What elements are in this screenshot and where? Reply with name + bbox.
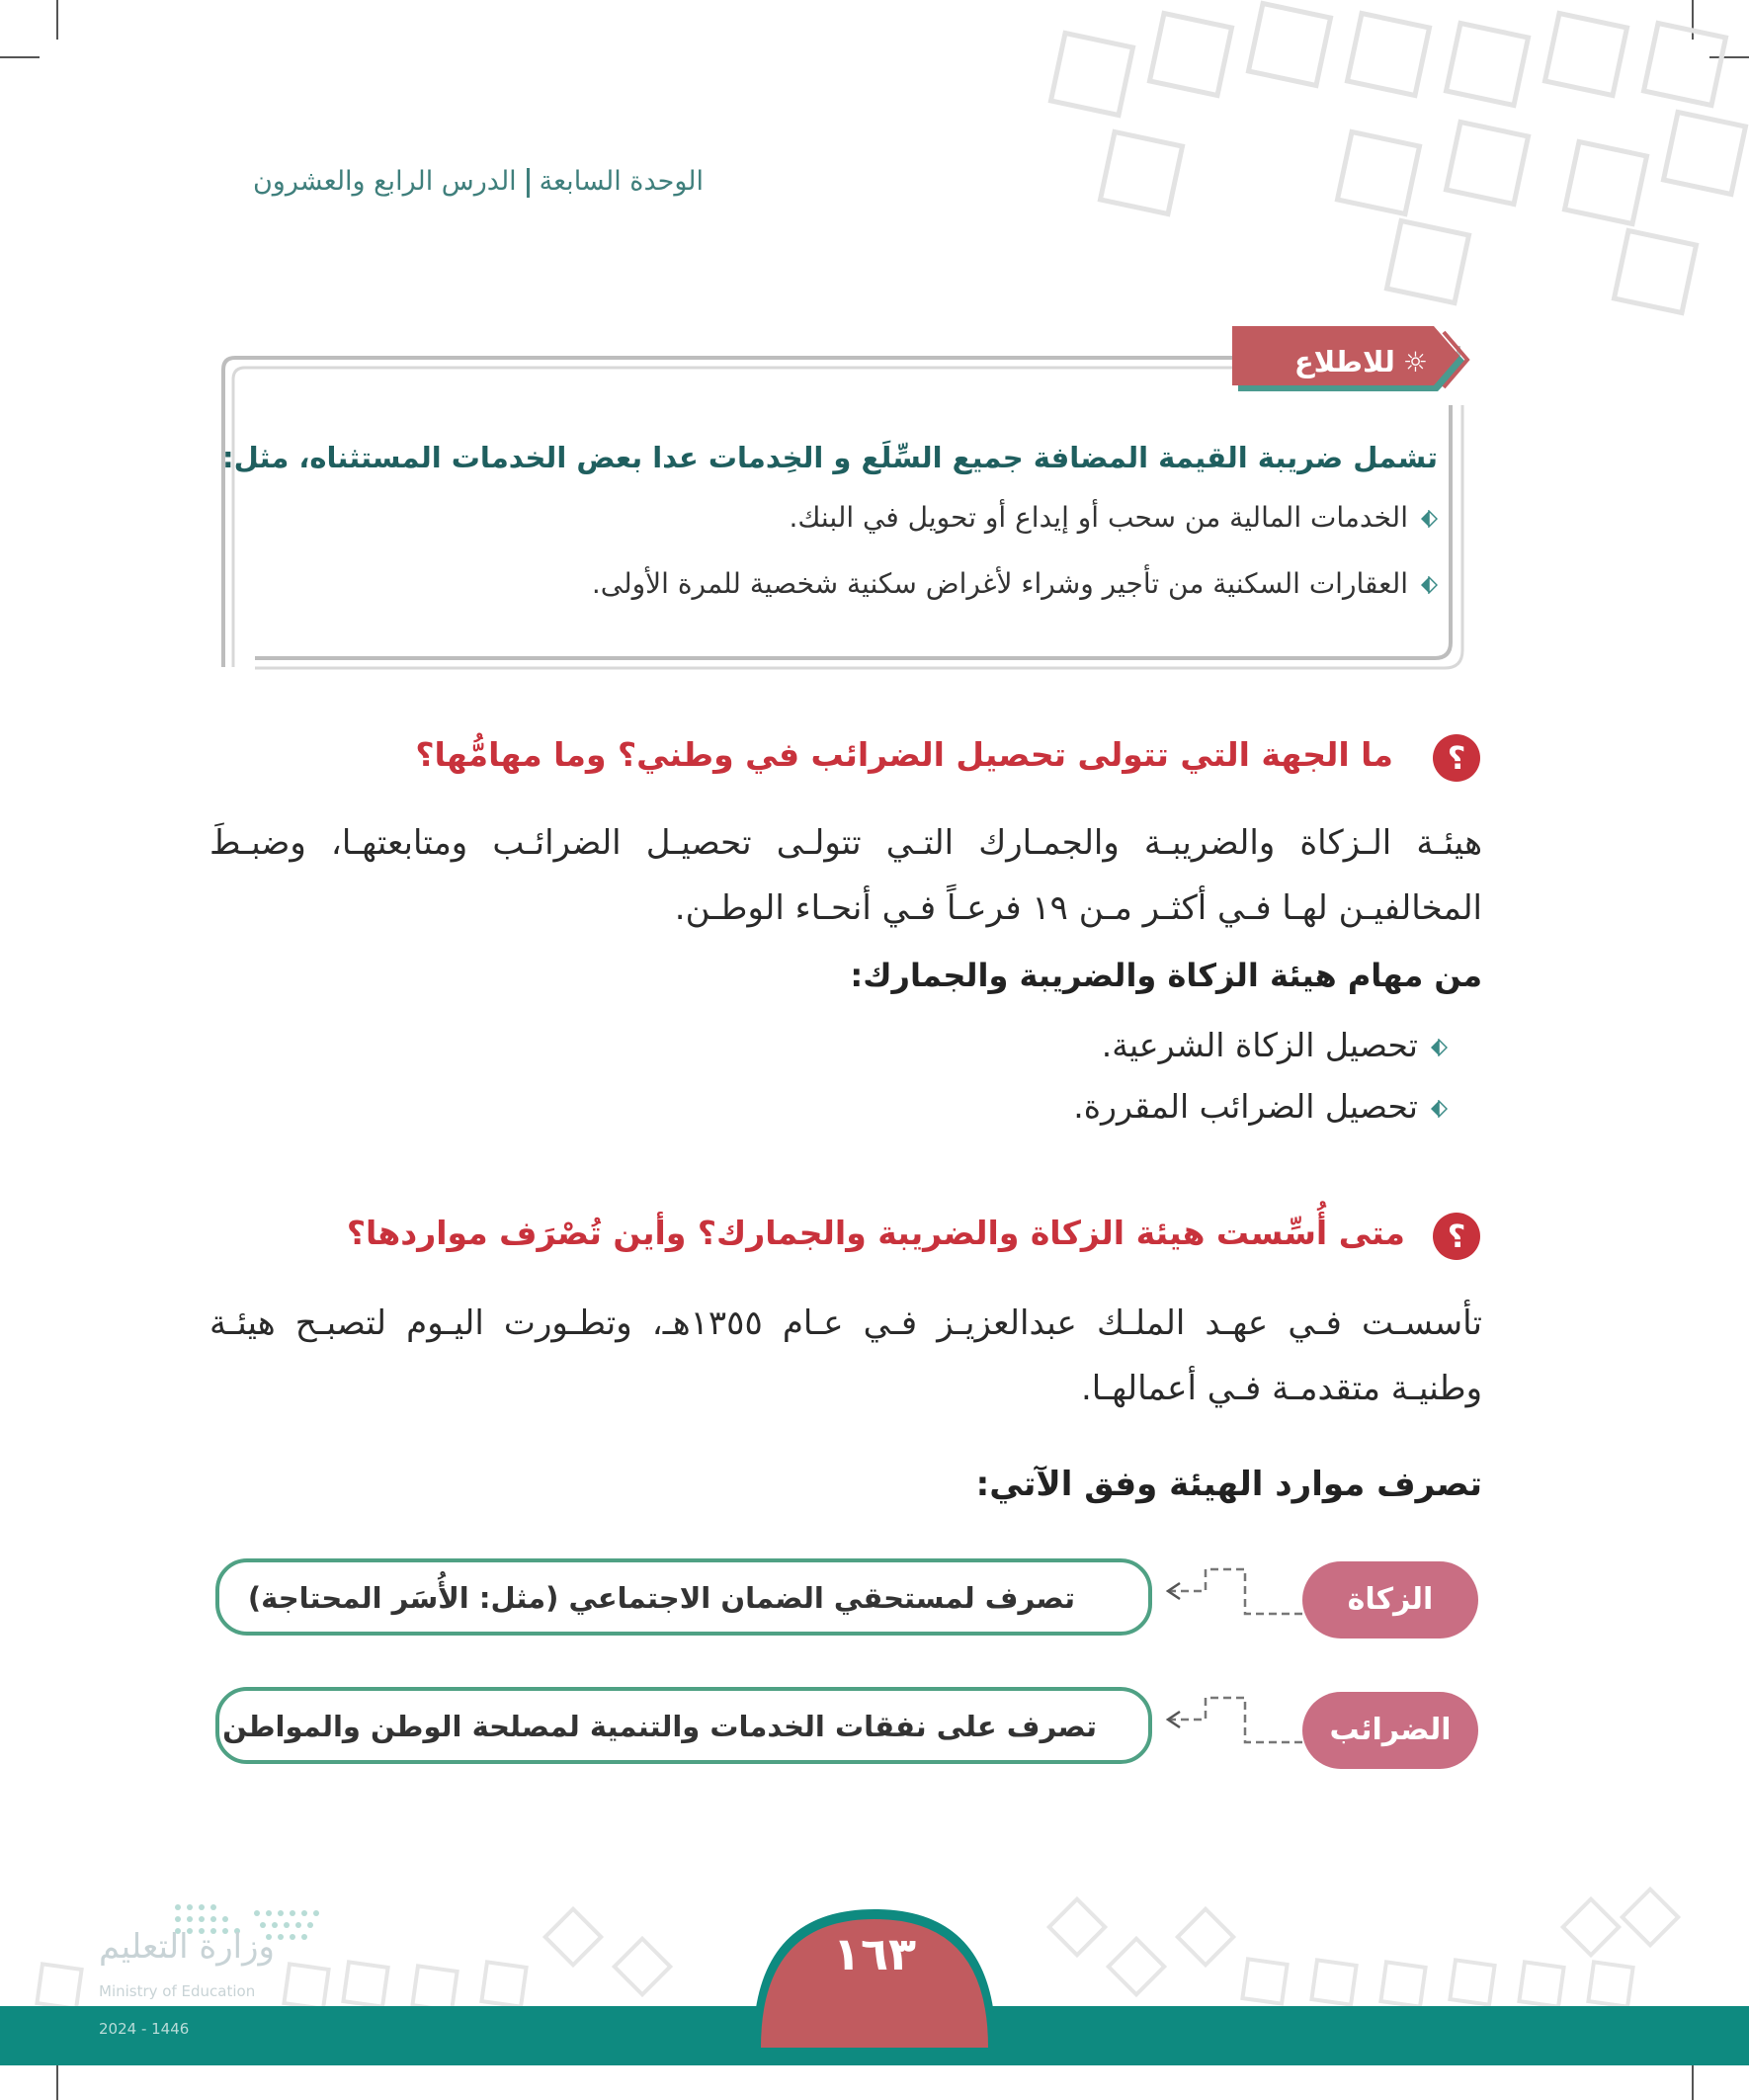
lightbulb-icon: ☼: [1402, 346, 1428, 378]
page-header: [253, 166, 704, 198]
zakat-connector-arrow: [1156, 1559, 1304, 1619]
task-item: تحصيل الزكاة الشرعية.: [1102, 1026, 1448, 1064]
crop-mark: [0, 56, 40, 58]
resources-title: تصرف موارد الهيئة وفق الآتي:: [975, 1465, 1482, 1504]
taxes-connector-arrow: [1156, 1688, 1304, 1747]
bullet-icon: [1430, 1039, 1448, 1056]
unit-title: الوحدة السابعة: [539, 166, 704, 197]
info-bullet: العقارات السكنية من تأجير وشراء لأغراض سكنية شخصية للمرة الأولى.: [592, 567, 1438, 600]
bullet-icon: [1420, 576, 1438, 594]
task-item: تحصيل الضرائب المقررة.: [1073, 1087, 1448, 1126]
header-divider: [527, 168, 530, 198]
decorative-pattern: [1018, 0, 1749, 316]
ministry-name-en: Ministry of Education: [99, 1982, 256, 2000]
question-2-text: متى أُسِّست هيئة الزكاة والضريبة والجمارك؟ وأين تُصْرَف مواردها؟: [346, 1214, 1405, 1252]
lesson-title: الدرس الرابع والعشرون: [252, 166, 517, 197]
tasks-title: من مهام هيئة الزكاة والضريبة والجمارك:: [850, 957, 1482, 994]
bullet-icon: [1420, 510, 1438, 528]
info-bullet: الخدمات المالية من سحب أو إيداع أو تحويل في البنك.: [789, 501, 1438, 534]
crop-mark: [1692, 2060, 1694, 2100]
question-1-answer: هيئـة الـزكاة والضريبـة والجمـارك التـي تتولـى تحصيـل الضرائـب ومتابعتهـا، وضبـطَ المخالفيـن لهـا فـي أكثـر مـن ١٩ فرعـاً فـي أنحـاء الوطـن.: [209, 823, 1482, 928]
ministry-name: وزارة التعليم: [99, 1927, 275, 1967]
page-number: ١٦٣: [832, 1927, 917, 1980]
taxes-destination-text: تصرف على نفقات الخدمات والتنمية لمصلحة الوطن والمواطن: [222, 1710, 1097, 1743]
bullet-icon: [1430, 1100, 1448, 1118]
crop-mark: [56, 0, 58, 40]
question-icon: ؟: [1433, 1213, 1480, 1260]
info-intro: تشمل ضريبة القيمة المضافة جميع السِّلَع و الخِدمات عدا بعض الخدمات المستثناه، مثل:: [222, 441, 1438, 474]
zakat-label: الزكاة: [1302, 1561, 1478, 1638]
info-tag-label: ☼للاطلاع: [1240, 342, 1428, 381]
question-icon: ؟: [1433, 734, 1480, 782]
question-1-text: ما الجهة التي تتولى تحصيل الضرائب في وطني؟ وما مهامُّها؟: [415, 735, 1393, 774]
edition-year: 2024 - 1446: [99, 2020, 190, 2038]
zakat-destination-text: تصرف لمستحقي الضمان الاجتماعي (مثل: الأُسَر المحتاجة): [247, 1581, 1075, 1615]
taxes-label: الضرائب: [1302, 1692, 1478, 1769]
crop-mark: [56, 2060, 58, 2100]
question-2-answer: تأسسـت فـي عهـد الملـك عبدالعزيـز فـي عـام ١٣٥٥هـ، وتطـورت اليـوم لتصبـح هيئـة وطنيـة متقدمـة فـي أعمالهـا.: [209, 1303, 1482, 1408]
